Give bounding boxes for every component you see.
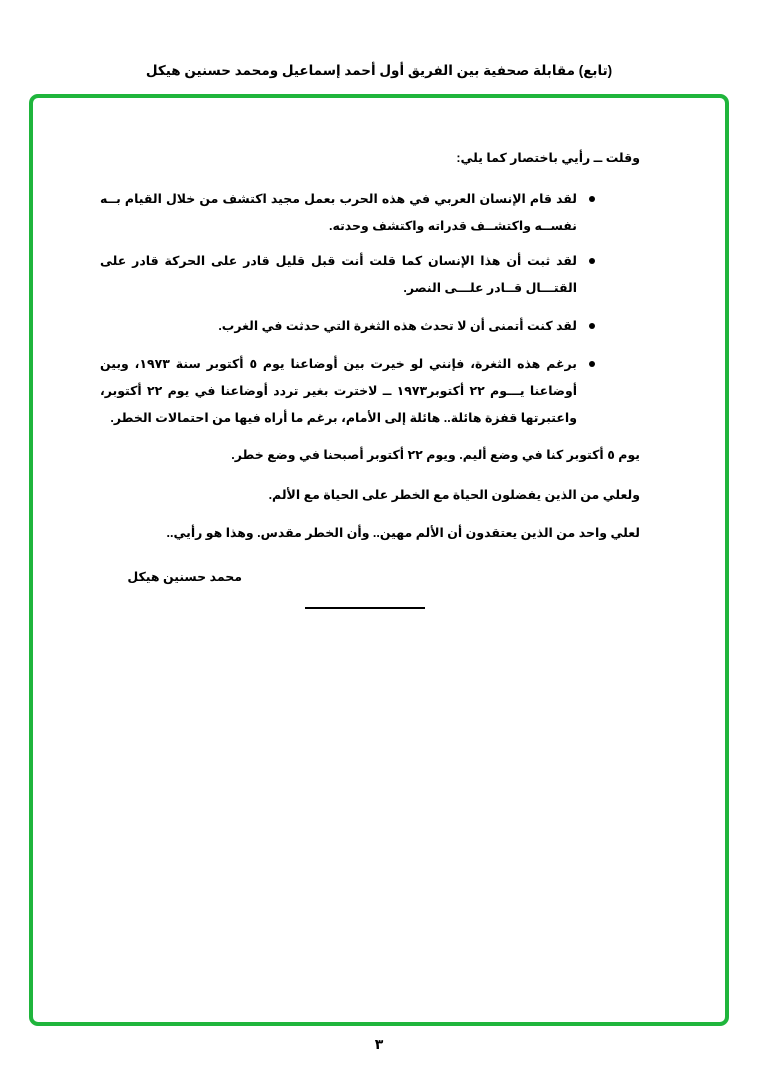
page-number: ٣ bbox=[374, 1036, 384, 1052]
closing-divider bbox=[305, 607, 425, 609]
bullet-text: برغم هذه الثغرة، فإنني لو خيرت بين أوضاعنا يوم ٥ أكتوبر سنة ١٩٧٣، وبين أوضاعنا يـــوم ٢٢ أكتوبر١٩٧٣ ــ لاخترت بغير تردد أوضاعنا في يوم ٢٢ أكتوبر، واعتبرتها قفزة هائلة.. هائلة إلى الأمام، برغم ما أراه فيها من احتمالات الخطر. bbox=[100, 357, 578, 425]
paragraph: لعلي واحد من الذين يعتقدون أن الألم مهين.. وأن الخطر مقدس. وهذا هو رأيي.. bbox=[166, 526, 640, 540]
bullet-icon bbox=[589, 361, 595, 367]
page-header-title: (تابع) مقابلة صحفية بين الفريق أول أحمد إسماعيل ومحمد حسنين هيكل bbox=[145, 63, 613, 78]
bullet-icon bbox=[589, 323, 595, 329]
bullet-icon bbox=[589, 258, 595, 264]
bullet-item bbox=[100, 186, 577, 240]
paragraph: ولعلي من الذين يفضلون الحياة مع الخطر على الحياة مع الألم. bbox=[268, 488, 640, 502]
paragraph: يوم ٥ أكتوبر كنا في وضع أليم. ويوم ٢٢ أكتوبر أصبحنا في وضع خطر. bbox=[231, 448, 640, 462]
signature: محمد حسنين هيكل bbox=[127, 570, 242, 584]
bullet-item bbox=[100, 248, 577, 302]
bullet-item bbox=[100, 351, 577, 432]
bullet-text: لقد كنت أتمنى أن لا تحدث هذه الثغرة التي حدثت في الغرب. bbox=[218, 319, 577, 333]
bullet-icon bbox=[589, 196, 595, 202]
intro-line: وقلت ــ رأيي باختصار كما يلي: bbox=[456, 151, 640, 165]
bullet-item bbox=[100, 313, 577, 340]
bullet-text: لقد قام الإنسان العربي في هذه الحرب بعمل مجيد اكتشف من خلال القيام بــه نفســه واكتشــف قدراته واكتشف وحدته. bbox=[100, 192, 577, 233]
bullet-text: لقد ثبت أن هذا الإنسان كما قلت أنت قبل قليل قادر على الحركة قادر على القتـــال قــادر علـــى النصر. bbox=[100, 254, 577, 295]
